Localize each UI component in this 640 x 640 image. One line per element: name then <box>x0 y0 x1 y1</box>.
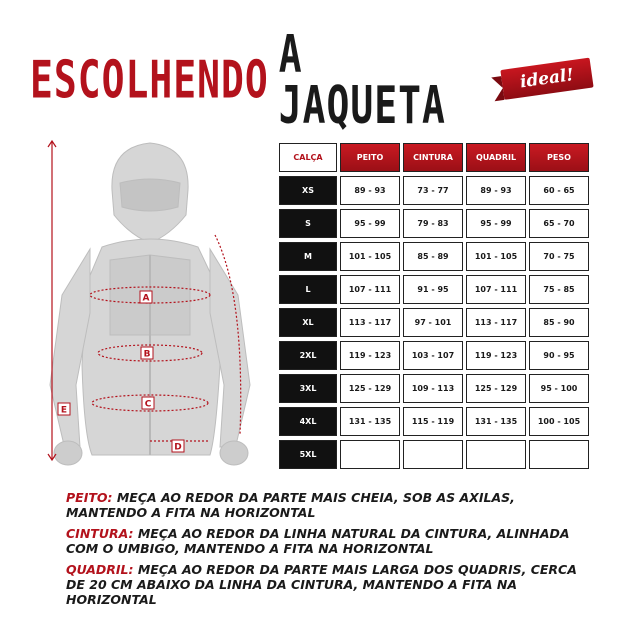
weight-cell: 100 - 105 <box>529 407 589 436</box>
waist-cell: 85 - 89 <box>403 242 463 271</box>
hip-cell: 107 - 111 <box>466 275 526 304</box>
label-e-text: E <box>60 405 68 416</box>
header-weight: PESO <box>529 143 589 172</box>
title-black-part: A JAQUETA <box>278 24 446 136</box>
size-cell: L <box>279 275 337 304</box>
chest-cell: 107 - 111 <box>340 275 400 304</box>
chest-cell: 95 - 99 <box>340 209 400 238</box>
note-chest-key: PEITO: <box>66 490 113 505</box>
header-waist: CINTURA <box>403 143 463 172</box>
hip-cell: 125 - 129 <box>466 374 526 403</box>
size-cell: 2XL <box>279 341 337 370</box>
waist-cell: 91 - 95 <box>403 275 463 304</box>
waist-cell: 109 - 113 <box>403 374 463 403</box>
size-cell: XL <box>279 308 337 337</box>
chest-cell: 131 - 135 <box>340 407 400 436</box>
table-row <box>279 407 589 436</box>
measure-length <box>48 141 56 460</box>
label-a <box>140 291 152 304</box>
title-red-part: ESCOLHENDO <box>30 50 269 110</box>
waist-cell: 97 - 101 <box>403 308 463 337</box>
note-waist-text: MEÇA AO REDOR DA LINHA NATURAL DA CINTURA, ALINHADA COM O UMBIGO, MANTENDO A FITA NA HORIZONTAL <box>66 526 570 556</box>
hip-cell: 131 - 135 <box>466 407 526 436</box>
size-cell: 3XL <box>279 374 337 403</box>
label-a-text: A <box>142 293 150 304</box>
table-row <box>279 308 589 337</box>
note-waist-key: CINTURA: <box>66 526 134 541</box>
size-cell: XS <box>279 176 337 205</box>
hip-cell: 89 - 93 <box>466 176 526 205</box>
note-hip <box>66 562 586 607</box>
table-row <box>279 209 589 238</box>
weight-cell: 95 - 100 <box>529 374 589 403</box>
rider-measurement-illustration <box>40 135 265 470</box>
table-row <box>279 440 589 469</box>
header-pants: CALÇA <box>279 143 337 172</box>
note-chest-text: MEÇA AO REDOR DA PARTE MAIS CHEIA, SOB AS AXILAS, MANTENDO A FITA NA HORIZONTAL <box>66 490 515 520</box>
size-cell: M <box>279 242 337 271</box>
label-b-text: B <box>143 349 151 360</box>
waist-cell: 115 - 119 <box>403 407 463 436</box>
table-row <box>279 341 589 370</box>
ideal-ribbon <box>490 51 601 107</box>
chest-cell: 113 - 117 <box>340 308 400 337</box>
table-row <box>279 374 589 403</box>
label-d <box>172 440 184 453</box>
hip-cell: 101 - 105 <box>466 242 526 271</box>
size-chart-table <box>276 139 592 473</box>
weight-cell: 90 - 95 <box>529 341 589 370</box>
weight-cell: 65 - 70 <box>529 209 589 238</box>
label-e <box>58 403 70 416</box>
weight-cell: 70 - 75 <box>529 242 589 271</box>
page-title <box>30 24 490 136</box>
ribbon-text: ideal! <box>518 65 576 93</box>
waist-cell <box>403 440 463 469</box>
size-cell: 4XL <box>279 407 337 436</box>
header-hip: QUADRIL <box>466 143 526 172</box>
header-chest: PEITO <box>340 143 400 172</box>
weight-cell: 75 - 85 <box>529 275 589 304</box>
table-row <box>279 275 589 304</box>
rider-silhouette <box>50 143 250 465</box>
table-header-row <box>279 143 589 172</box>
size-cell: 5XL <box>279 440 337 469</box>
waist-cell: 73 - 77 <box>403 176 463 205</box>
waist-cell: 103 - 107 <box>403 341 463 370</box>
chest-cell: 119 - 123 <box>340 341 400 370</box>
hip-cell: 113 - 117 <box>466 308 526 337</box>
chest-cell: 89 - 93 <box>340 176 400 205</box>
label-b <box>141 347 153 360</box>
hip-cell: 119 - 123 <box>466 341 526 370</box>
hip-cell <box>466 440 526 469</box>
weight-cell: 60 - 65 <box>529 176 589 205</box>
label-c <box>142 397 154 410</box>
hip-cell: 95 - 99 <box>466 209 526 238</box>
chest-cell <box>340 440 400 469</box>
note-chest <box>66 490 586 520</box>
note-hip-text: MEÇA AO REDOR DA PARTE MAIS LARGA DOS QUADRIS, CERCA DE 20 CM ABAIXO DA LINHA DA CINTURA, MANTENDO A FITA NA HORIZONTAL <box>66 562 577 607</box>
measurement-notes <box>66 490 586 613</box>
table-row <box>279 176 589 205</box>
weight-cell <box>529 440 589 469</box>
label-d-text: D <box>174 442 182 453</box>
waist-cell: 79 - 83 <box>403 209 463 238</box>
chest-cell: 101 - 105 <box>340 242 400 271</box>
label-c-text: C <box>144 399 152 410</box>
table-row <box>279 242 589 271</box>
weight-cell: 85 - 90 <box>529 308 589 337</box>
note-hip-key: QUADRIL: <box>66 562 134 577</box>
chest-cell: 125 - 129 <box>340 374 400 403</box>
size-cell: S <box>279 209 337 238</box>
note-waist <box>66 526 586 556</box>
